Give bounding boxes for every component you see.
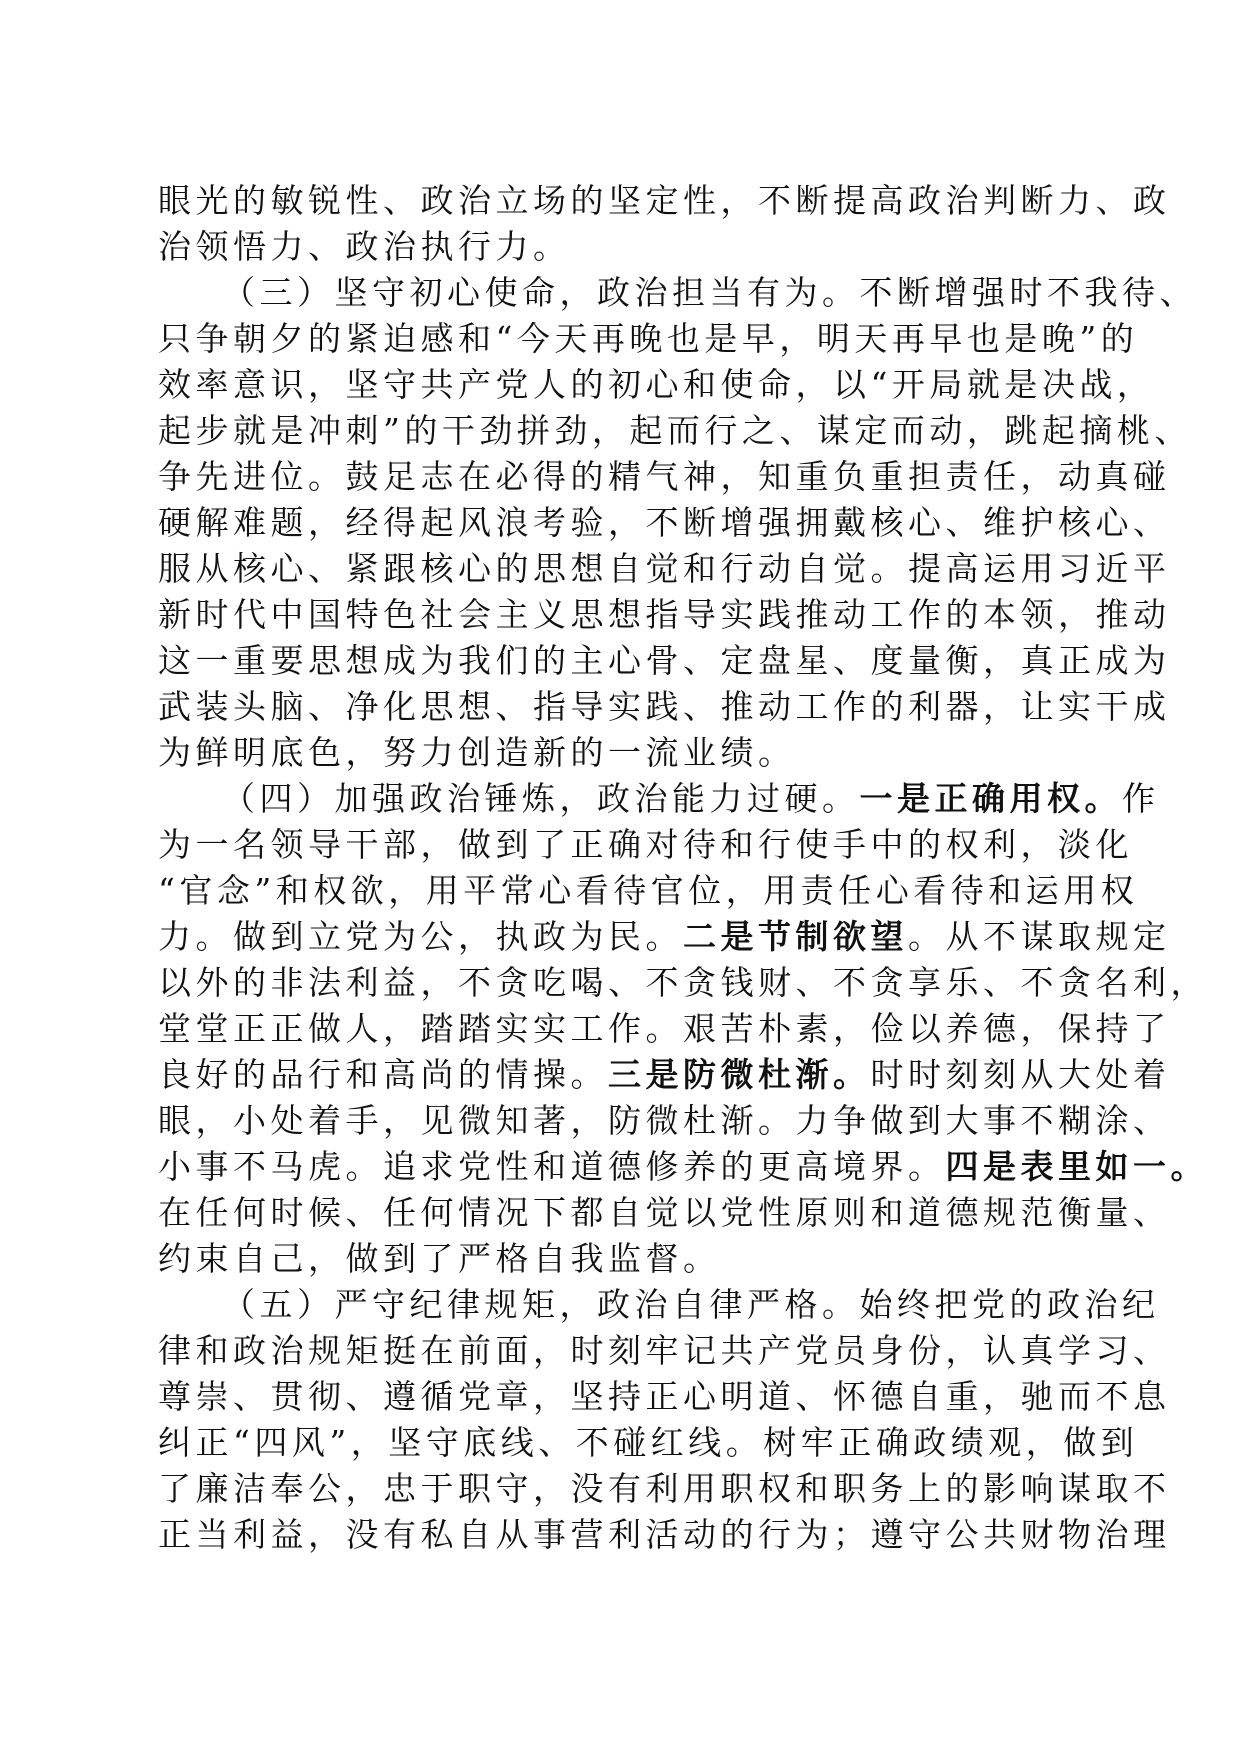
bold-lead: 二是节制欲望 <box>683 917 908 956</box>
text-line: 为一名领导干部，做到了正确对待和行使手中的权利，淡化 <box>158 825 1133 864</box>
text-line: 以外的非法利益，不贪吃喝、不贪钱财、不贪享乐、不贪名利， <box>158 963 1208 1002</box>
text-line: 争先进位。鼓足志在必得的精气神，知重负重担责任，动真碰 <box>158 457 1171 496</box>
text-line: 在任何时候、任何情况下都自觉以党性原则和道德规范衡量、 <box>158 1193 1171 1232</box>
text-line: 硬解难题，经得起风浪考验，不断增强拥戴核心、维护核心、 <box>158 503 1171 542</box>
text-line: 小事不马虎。追求党性和道德修养的更高境界。四是表里如一。 <box>158 1147 1208 1186</box>
text-line: 武装头脑、净化思想、指导实践、推动工作的利器，让实干成 <box>158 687 1171 726</box>
text-line: 为鲜明底色，努力创造新的一流业绩。 <box>158 733 796 772</box>
text-line: 了廉洁奉公，忠于职守，没有利用职权和职务上的影响谋取不 <box>158 1469 1171 1508</box>
text-line: 正当利益，没有私自从事营利活动的行为；遵守公共财物治理 <box>158 1515 1171 1554</box>
text-line: 效率意识，坚守共产党人的初心和使命，以“开局就是决战， <box>158 365 1155 404</box>
bold-lead: 一是正确用权。 <box>859 779 1122 818</box>
text-line: 纠正“四风”，坚守底线、不碰红线。树牢正确政绩观，做到 <box>158 1423 1139 1462</box>
text-line: 只争朝夕的紧迫感和“今天再晚也是早，明天再早也是晚”的 <box>158 319 1139 358</box>
text-line: 良好的品行和高尚的情操。三是防微杜渐。时时刻刻从大处着 <box>158 1055 1171 1094</box>
text-line: 治领悟力、政治执行力。 <box>158 227 571 266</box>
text-line: 堂堂正正做人，踏踏实实工作。艰苦朴素，俭以养德，保持了 <box>158 1009 1171 1048</box>
text-line: （四）加强政治锤炼，政治能力过硬。一是正确用权。作 <box>222 779 1160 818</box>
text-line: 眼，小处着手，见微知著，防微杜渐。力争做到大事不糊涂、 <box>158 1101 1171 1140</box>
bold-lead: 四是表里如一。 <box>945 1147 1208 1186</box>
text-line: 起步就是冲刺”的干劲拼劲，起而行之、谋定而动，跳起摘桃、 <box>158 411 1192 450</box>
text-line: 新时代中国特色社会主义思想指导实践推动工作的本领，推动 <box>158 595 1171 634</box>
text-line: “官念”和权欲，用平常心看待官位，用责任心看待和运用权 <box>158 871 1139 910</box>
text-line: 律和政治规矩挺在前面，时刻牢记共产党员身份，认真学习、 <box>158 1331 1171 1370</box>
text-line: （五）严守纪律规矩，政治自律严格。始终把党的政治纪 <box>222 1285 1160 1324</box>
text-line: 眼光的敏锐性、政治立场的坚定性，不断提高政治判断力、政 <box>158 181 1171 220</box>
text-line: 这一重要思想成为我们的主心骨、定盘星、度量衡，真正成为 <box>158 641 1171 680</box>
text-line: 服从核心、紧跟核心的思想自觉和行动自觉。提高运用习近平 <box>158 549 1171 588</box>
text-line: 约束自己，做到了严格自我监督。 <box>158 1239 721 1278</box>
text-line: 力。做到立党为公，执政为民。二是节制欲望。从不谋取规定 <box>158 917 1171 956</box>
bold-lead: 三是防微杜渐。 <box>608 1055 871 1094</box>
text-line: （三）坚守初心使命，政治担当有为。不断增强时不我待、 <box>222 273 1197 312</box>
text-line: 尊崇、贯彻、遵循党章，坚持正心明道、怀德自重，驰而不息 <box>158 1377 1171 1416</box>
